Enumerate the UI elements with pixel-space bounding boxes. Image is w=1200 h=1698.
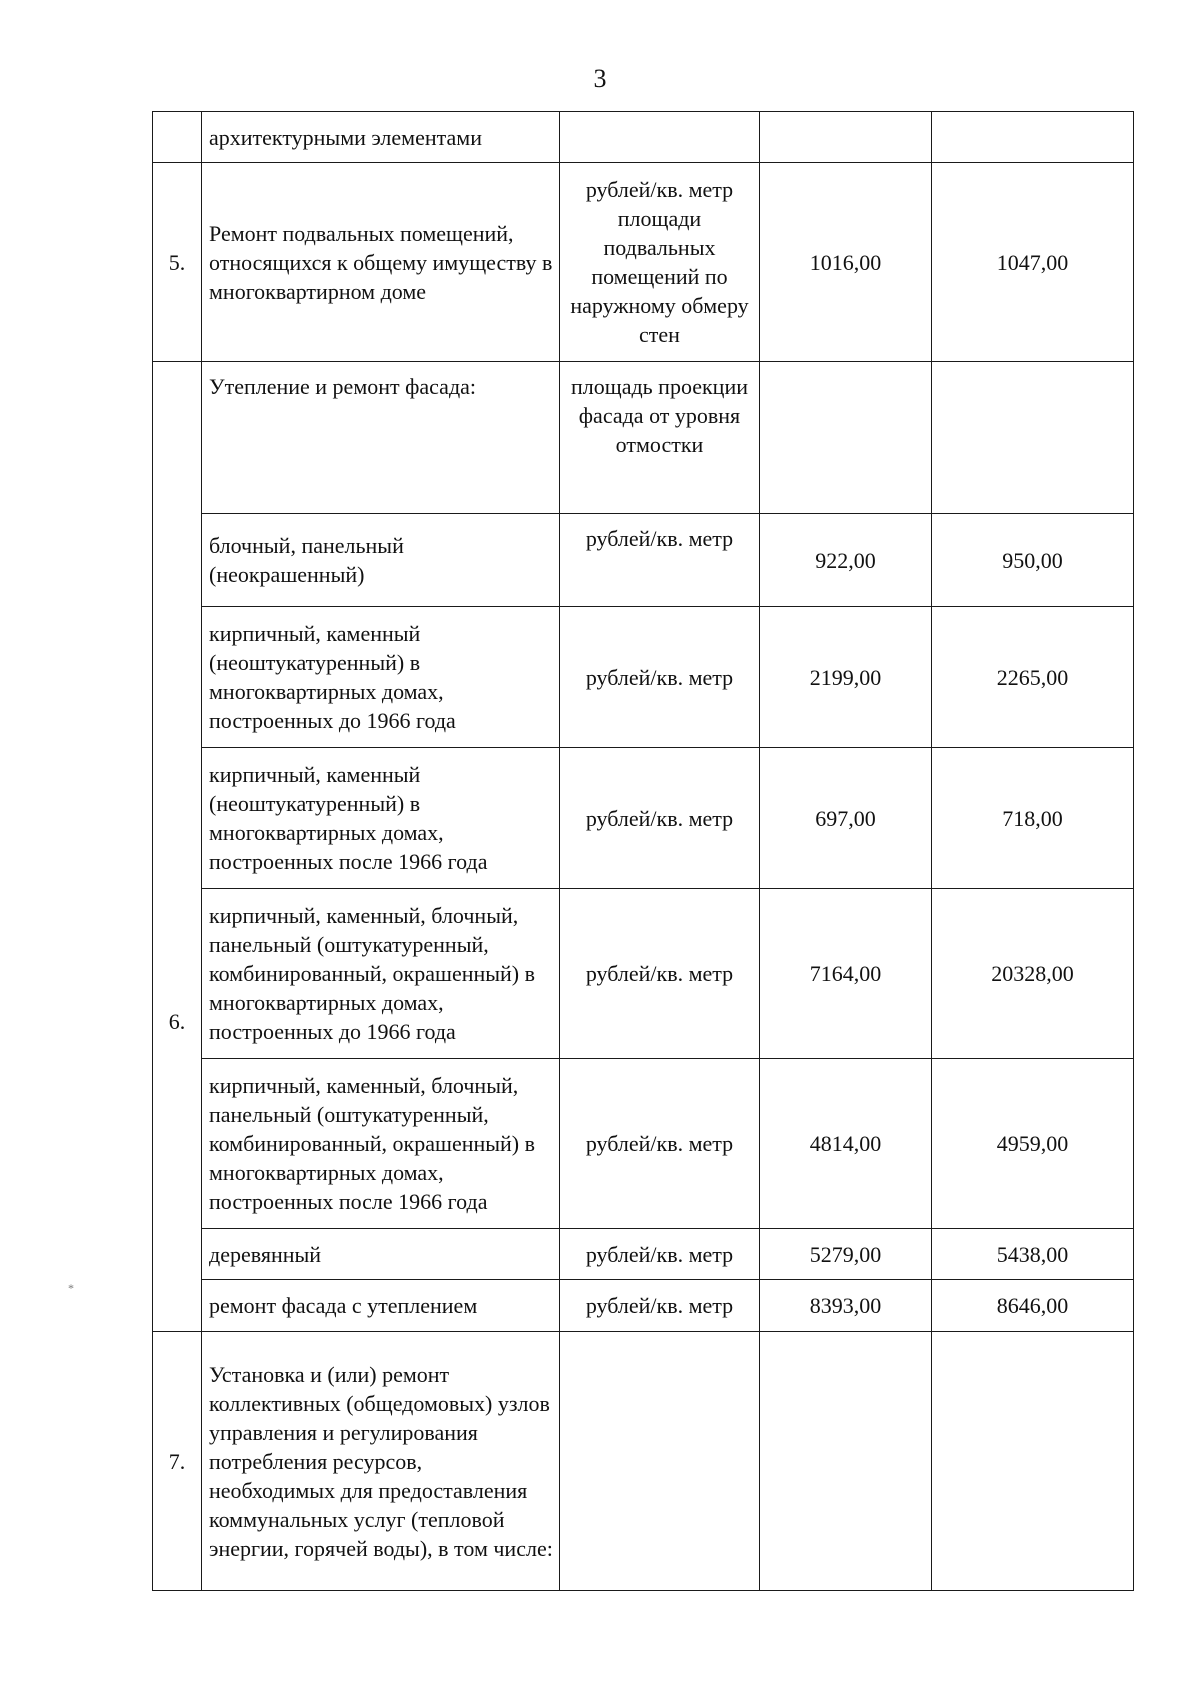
tariff-table — [152, 111, 1134, 1591]
cell-unit: рублей/кв. метр — [560, 889, 760, 1059]
cell-unit: рублей/кв. метр — [560, 748, 760, 889]
table-row-6-item — [153, 1280, 1134, 1332]
cell-name: деревянный — [202, 1229, 560, 1280]
cell-value-2 — [932, 362, 1134, 514]
cell-name: блочный, панельный (неокрашенный) — [202, 514, 560, 607]
cell-unit: рублей/кв. метр — [560, 1229, 760, 1280]
cell-value-2: 8646,00 — [932, 1280, 1134, 1332]
cell-value-1 — [760, 112, 932, 163]
table-row-6-item — [153, 1229, 1134, 1280]
cell-value-1: 4814,00 — [760, 1059, 932, 1229]
cell-name: архитектурными элементами — [202, 112, 560, 163]
cell-unit: рублей/кв. метр — [560, 514, 760, 607]
row-number-6: 6. — [153, 362, 202, 1332]
cell-value-2: 718,00 — [932, 748, 1134, 889]
cell-name: Установка и (или) ремонт коллективных (общедомовых) узлов управления и регулирования потребления ресурсов, необходимых для предоставления коммунальных услуг (тепловой энергии, горячей воды), в том числе: — [202, 1332, 560, 1591]
cell-value-1: 2199,00 — [760, 607, 932, 748]
cell-name: кирпичный, каменный, блочный, панельный (оштукатуренный, комбинированный, окрашенный) в многоквартирных домах, построенных до 1966 года — [202, 889, 560, 1059]
cell-name: Утепление и ремонт фасада: — [202, 362, 560, 514]
table-row-5 — [153, 163, 1134, 362]
cell-unit: рублей/кв. метр — [560, 607, 760, 748]
cell-unit — [560, 112, 760, 163]
cell-value-1: 922,00 — [760, 514, 932, 607]
table-row-6-header — [153, 362, 1134, 514]
cell-value-1: 8393,00 — [760, 1280, 932, 1332]
table-row-architectural-elements — [153, 112, 1134, 163]
cell-value-2: 950,00 — [932, 514, 1134, 607]
cell-name: кирпичный, каменный (неоштукатуренный) в многоквартирных домах, построенных до 1966 года — [202, 607, 560, 748]
cell-value-2: 20328,00 — [932, 889, 1134, 1059]
cell-unit: рублей/кв. метр — [560, 1059, 760, 1229]
cell-value-2: 5438,00 — [932, 1229, 1134, 1280]
cell-value-2: 2265,00 — [932, 607, 1134, 748]
table-row-6-item — [153, 607, 1134, 748]
table-row-6-item — [153, 514, 1134, 607]
cell-value-1: 5279,00 — [760, 1229, 932, 1280]
cell-value-1 — [760, 1332, 932, 1591]
cell-unit: рублей/кв. метр площади подвальных помещений по наружному обмеру стен — [560, 163, 760, 362]
cell-value-1: 1016,00 — [760, 163, 932, 362]
cell-value-2: 1047,00 — [932, 163, 1134, 362]
cell-value-1: 7164,00 — [760, 889, 932, 1059]
cell-value-2 — [932, 1332, 1134, 1591]
cell-num — [153, 112, 202, 163]
table-row-7 — [153, 1332, 1134, 1591]
table-row-6-item — [153, 1059, 1134, 1229]
cell-name: ремонт фасада с утеплением — [202, 1280, 560, 1332]
page-number: 3 — [593, 64, 607, 93]
cell-value-2: 4959,00 — [932, 1059, 1134, 1229]
table-row-6-item — [153, 889, 1134, 1059]
cell-unit — [560, 1332, 760, 1591]
stray-mark: * — [68, 1281, 74, 1295]
cell-unit: рублей/кв. метр — [560, 1280, 760, 1332]
cell-value-1 — [760, 362, 932, 514]
cell-value-1: 697,00 — [760, 748, 932, 889]
row-number-7: 7. — [153, 1332, 202, 1591]
cell-value-2 — [932, 112, 1134, 163]
cell-name: Ремонт подвальных помещений, относящихся к общему имуществу в многоквартирном доме — [202, 163, 560, 362]
cell-name: кирпичный, каменный (неоштукатуренный) в многоквартирных домах, построенных после 1966 года — [202, 748, 560, 889]
row-number-5: 5. — [153, 163, 202, 362]
table-row-6-item — [153, 748, 1134, 889]
cell-unit: площадь проекции фасада от уровня отмостки — [560, 362, 760, 514]
cell-name: кирпичный, каменный, блочный, панельный (оштукатуренный, комбинированный, окрашенный) в многоквартирных домах, построенных после 1966 года — [202, 1059, 560, 1229]
